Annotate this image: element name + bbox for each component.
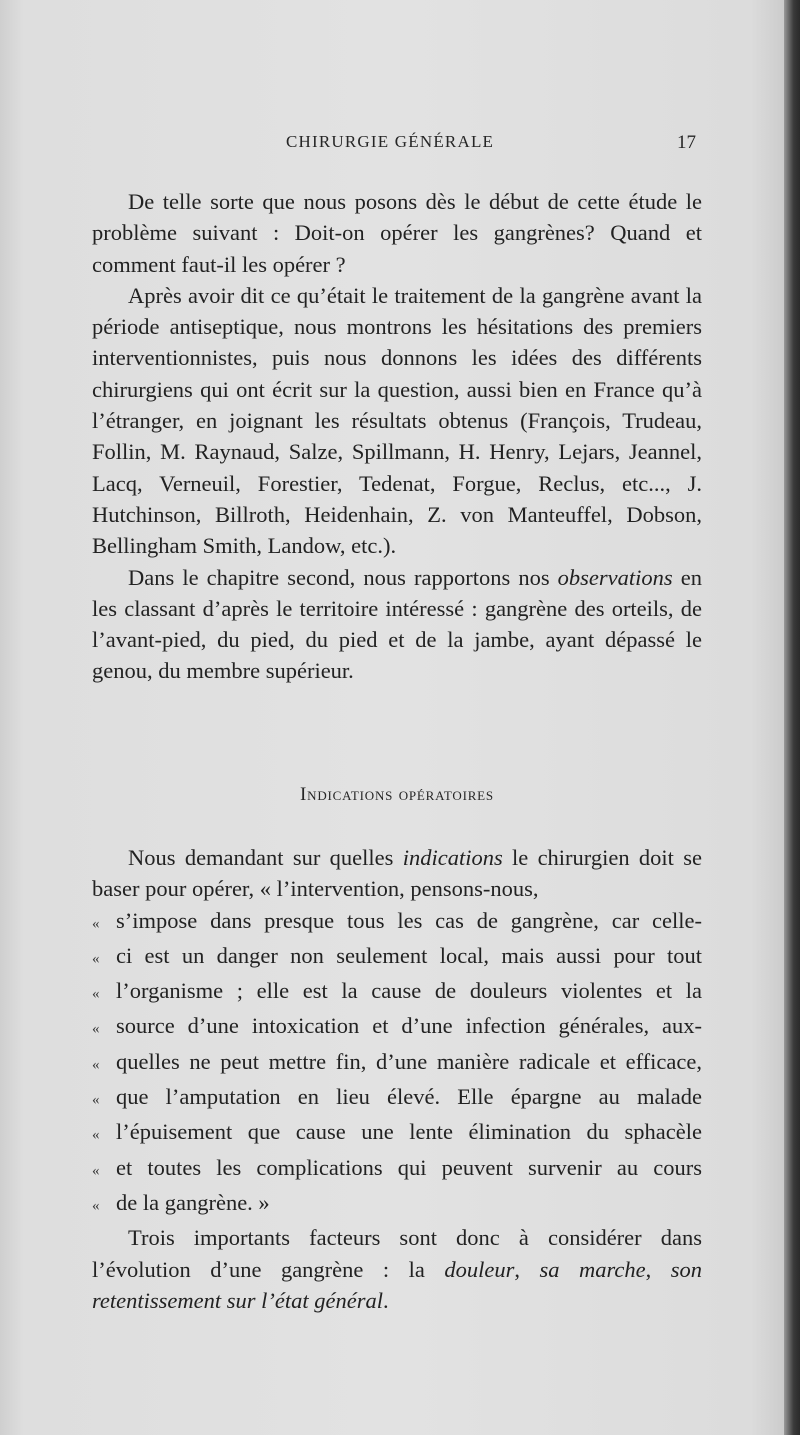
quote-line-text: l’épuisement que cause une lente élimination du sphacèle [116,1119,702,1145]
indications-emphasis: indications [402,845,503,870]
quote-line [92,1152,702,1187]
quotation-block [92,905,702,1223]
factor-separator: , [514,1256,540,1282]
quote-line-text: source d’une intoxication et d’une infection générales, aux- [116,1013,702,1039]
section-heading-indications: Indications opératoires [300,784,494,805]
running-head: CHIRURGIE GÉNÉRALE [286,132,495,151]
factors-text-end: . [382,1287,389,1313]
paragraph-indications [92,842,702,905]
page-edge-shadow [784,0,800,1435]
factor-retentissement: son retentissement sur l’état général [92,1256,703,1313]
quote-line-text: s’impose dans presque tous les cas de gangrène, car celle- [116,907,702,933]
factor-marche: sa marche [539,1256,646,1282]
quote-line-text: que l’amputation en lieu élevé. Elle épargne au malade [116,1084,702,1110]
factor-douleur: douleur [444,1256,515,1282]
paragraph-history: Après avoir dit ce qu’était le traitement de la gangrène avant la période antiseptique, nous montrons les hésitations des premiers interventionnistes, puis nous donnons les idées des différents chirurgiens qui ont écrit sur la question, aussi bien en France qu’à l’étranger, en joignant les résultats obtenus (François, Trudeau, Follin, M. Raynaud, Salze, Spillmann, H. Henry, Lejars, Jeannel, Lacq, Verneuil, Forestier, Tedenat, Forgue, Reclus, etc..., J. Hutchinson, Billroth, Heidenhain, Z. von Manteuffel, Dobson, Bellingham Smith, Landow, etc.). [92,282,702,559]
introduction-text [92,186,702,687]
paragraph-problem: De telle sorte que nous posons dès le début de cette étude le problème suivant : Doit-on opérer les gangrènes? Quand et comment faut-il les opérer ? [92,189,702,277]
quote-mark: « [92,1162,100,1179]
quote-line-text: et toutes les complications qui peuvent survenir au cours [116,1154,702,1180]
quote-mark: « [92,1127,100,1144]
paragraph-factors [92,1222,702,1316]
quote-line-text: quelles ne peut mettre fin, d’une manière radicale et efficace, [116,1048,702,1074]
quote-line [92,1116,702,1151]
quote-line [92,1081,702,1116]
page-number: 17 [677,132,696,153]
factor-separator: , [645,1256,671,1282]
observations-emphasis: observations [557,564,673,590]
quote-line [92,905,702,940]
quote-line-text: ci est un danger non seulement local, mais aussi pour tout [116,942,702,968]
quote-mark: « [92,1056,100,1073]
quote-line [92,1046,702,1081]
paragraph-observations [92,562,702,687]
indications-text-mid: le chirurgien doit se baser pour opérer, « l’intervention, pensons-nous, [92,845,702,902]
quote-line [92,975,702,1010]
quote-mark: « [92,1092,100,1109]
indications-text-start: Nous demandant sur quelles [128,845,403,870]
factors-text-start: Trois importants facteurs sont donc à considérer dans l’évolution d’une gangrène : la [92,1225,702,1282]
quote-mark: « [92,1197,100,1214]
quote-line [92,940,702,975]
quote-line [92,1010,702,1045]
observations-text-after: en les classant d’après le territoire intéressé : gangrène des orteils, de l’avant-pied, du pied, du pied et de la jambe, ayant dépassé le genou, du membre supérieur. [92,564,702,684]
quote-line-text: l’organisme ; elle est la cause de douleurs violentes et la [116,978,702,1004]
quote-mark: « [92,986,100,1003]
quote-mark: « [92,1021,100,1038]
quote-mark: « [92,950,100,967]
quote-line [92,1187,702,1222]
quote-line-text: de la gangrène. » [116,1189,270,1215]
page-header [92,128,698,158]
indications-text [92,842,702,1316]
quote-mark: « [92,915,100,932]
observations-text-before: Dans le chapitre second, nous rapportons nos [128,564,558,590]
